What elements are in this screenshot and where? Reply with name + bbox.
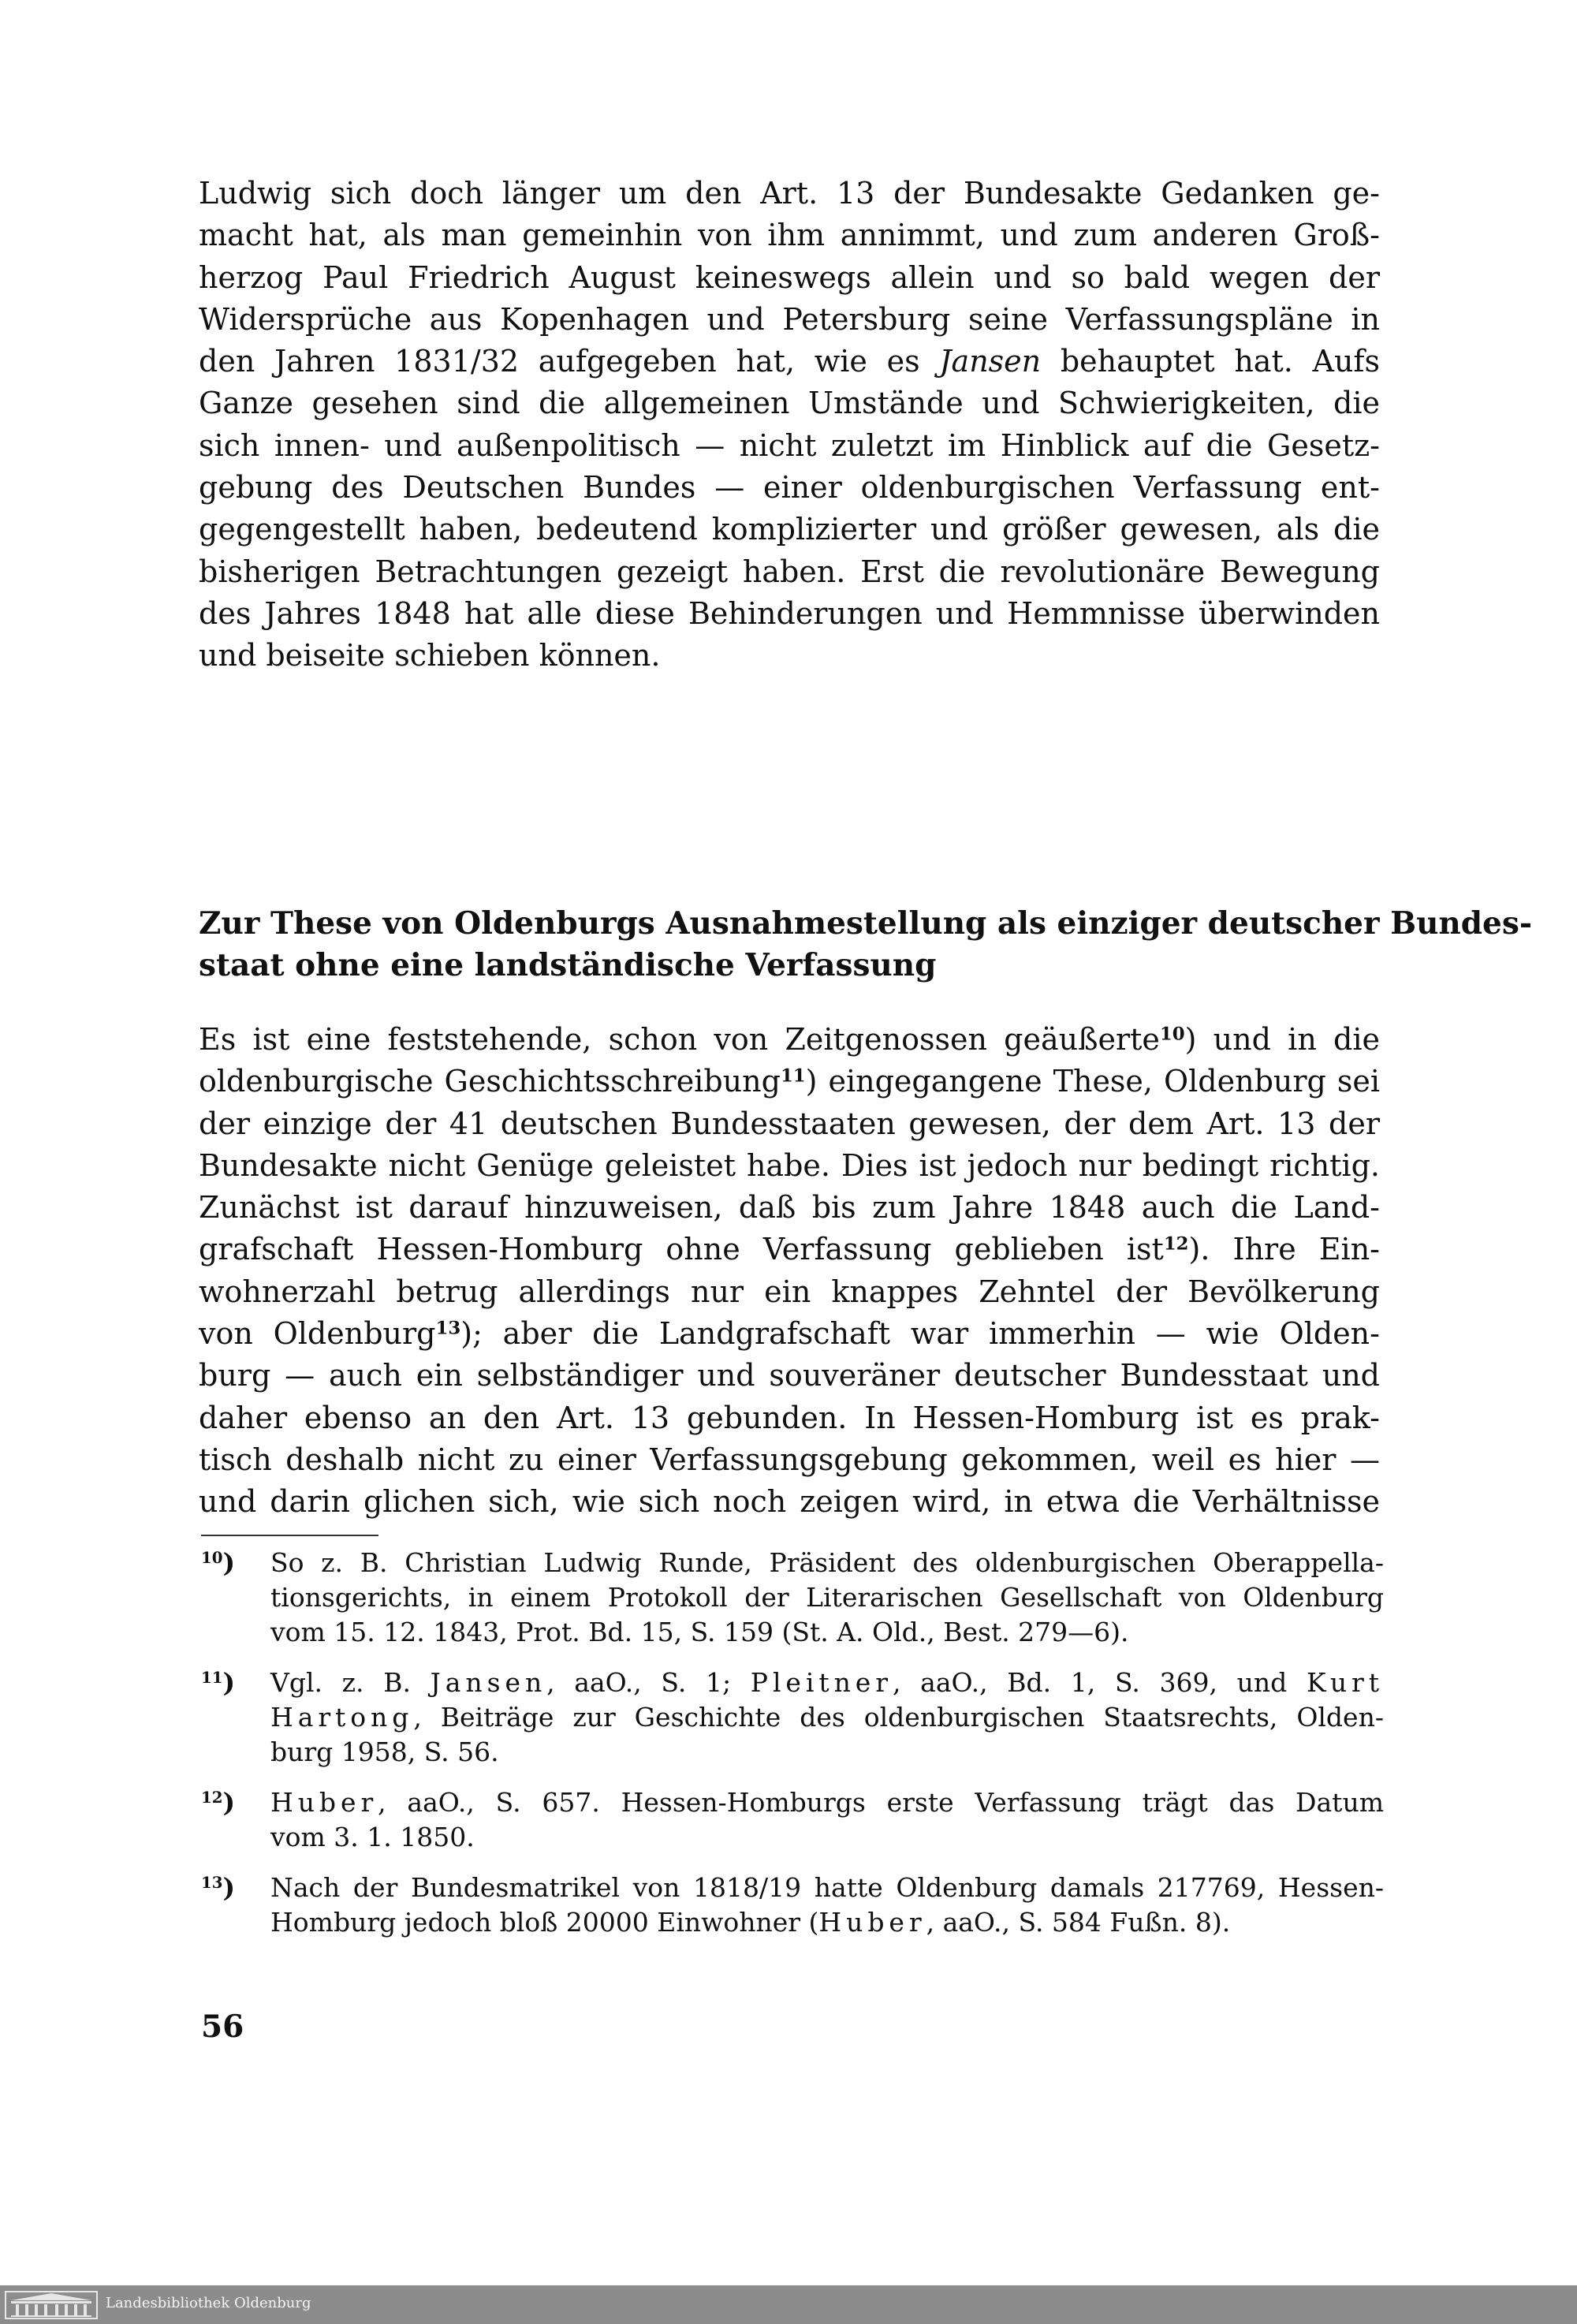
text-segment: behauptet hat. Aufs — [1060, 344, 1380, 379]
text-line: des Jahres 1848 hat alle diese Behinderungen und Hemmnisse überwinden — [199, 595, 1380, 631]
library-name[interactable]: Landesbibliothek Oldenburg — [106, 2295, 311, 2311]
body-paragraph-1 — [199, 173, 1380, 677]
text-line: macht hat, als man gemeinhin von ihm annimmt, und zum anderen Groß- — [199, 218, 1380, 253]
text-segment: ) und in die — [1184, 1022, 1380, 1057]
text-line: und darin glichen sich, wie sich noch zeigen wird, in etwa die Verhältnisse — [199, 1484, 1380, 1520]
italic-author-name: Jansen — [939, 344, 1042, 379]
text-line: Widersprüche aus Kopenhagen und Petersburg seine Verfassungspläne in — [199, 301, 1380, 337]
text-line: sich innen- und außenpolitisch — nicht zuletzt im Hinblick auf die Gesetz- — [199, 427, 1380, 463]
footnote-ref-11[interactable]: 11 — [780, 1065, 806, 1087]
text-line — [199, 1019, 1380, 1061]
footnote-line: burg 1958, S. 56. — [270, 1736, 499, 1767]
footnote-line: Hartong, Beiträge zur Geschichte des oldenburgischen Staatsrechts, Olden- — [270, 1702, 1384, 1733]
text-line: bisherigen Betrachtungen gezeigt haben. Erst die revolutionäre Bewegung — [199, 554, 1380, 589]
footnote-ref-13[interactable]: 13 — [435, 1318, 461, 1339]
footnote-line: vom 15. 12. 1843, Prot. Bd. 15, S. 159 (St. A. Old., Best. 279—6). — [270, 1617, 1129, 1647]
text-segment: ) eingegangene These, Oldenburg sei — [805, 1064, 1380, 1099]
text-line: burg — auch ein selbständiger und souveräner deutscher Bundesstaat und — [199, 1358, 1380, 1393]
text-line: daher ebenso an den Art. 13 gebunden. In Hessen-Homburg ist es prak- — [199, 1400, 1380, 1435]
author-name: Pleitner — [750, 1667, 893, 1698]
text-segment: von Oldenburg — [199, 1316, 436, 1352]
text-segment: den Jahren 1831/32 aufgegeben hat, wie es — [199, 344, 920, 379]
footnote-marker: $^{13}$) — [201, 1872, 236, 1903]
footnote-line: Huber, aaO., S. 657. Hessen-Homburgs erste Verfassung trägt das Datum — [270, 1787, 1384, 1818]
section-heading — [199, 903, 1533, 987]
footnote-line: Nach der Bundesmatrikel von 1818/19 hatte Oldenburg damals 217769, Hessen- — [270, 1872, 1384, 1903]
footnote-ref-10[interactable]: 10 — [1159, 1024, 1185, 1045]
text-line: und beiseite schieben können. — [199, 638, 661, 673]
footnote-marker: $^{10}$) — [201, 1547, 236, 1578]
footnote-12 — [201, 1785, 1384, 1855]
author-name: Hartong — [270, 1702, 414, 1733]
footnote-marker: $^{12}$) — [201, 1787, 236, 1818]
footnote-line: vom 3. 1. 1850. — [270, 1822, 475, 1852]
text-line: wohnerzahl betrug allerdings nur ein knappes Zehntel der Bevölkerung — [199, 1274, 1380, 1309]
footnote-line: Homburg jedoch bloß 20000 Einwohner (Huber, aaO., S. 584 Fußn. 8). — [270, 1907, 1231, 1938]
footnote-11 — [201, 1666, 1384, 1770]
author-name: Jansen — [430, 1667, 547, 1698]
footnote-line: tionsgerichts, in einem Protokoll der Literarischen Gesellschaft von Oldenburg — [270, 1582, 1384, 1613]
text-line — [199, 1313, 1380, 1355]
text-line: herzog Paul Friedrich August keineswegs allein und so bald wegen der — [199, 259, 1380, 295]
heading-line: Zur These von Oldenburgs Ausnahmestellung als einziger deutscher Bundes- — [199, 905, 1533, 942]
text-line: tisch deshalb nicht zu einer Verfassungsgebung gekommen, weil es hier — — [199, 1442, 1380, 1477]
text-line: Zunächst ist darauf hinzuweisen, daß bis zum Jahre 1848 auch die Land- — [199, 1190, 1380, 1225]
text-line: gegengestellt haben, bedeutend komplizierter und größer gewesen, als die — [199, 512, 1380, 547]
page-number: 56 — [201, 2009, 244, 2045]
author-name: Kurt — [1306, 1667, 1384, 1698]
footnotes — [201, 1546, 1384, 1956]
footnote-ref-12[interactable]: 12 — [1163, 1233, 1189, 1255]
text-segment: oldenburgische Geschichtsschreibung — [199, 1064, 781, 1099]
author-name: Huber — [818, 1907, 926, 1938]
body-paragraph-2 — [199, 1019, 1380, 1524]
author-name: Huber — [270, 1787, 378, 1818]
footnote-marker: $^{11}$) — [201, 1667, 236, 1698]
text-line: Ludwig sich doch länger um den Art. 13 der Bundesakte Gedanken ge- — [199, 176, 1380, 211]
text-line: Bundesakte nicht Genüge geleistet habe. Dies ist jedoch nur bedingt richtig. — [199, 1147, 1380, 1183]
footnote-line: So z. B. Christian Ludwig Runde, Präsident des oldenburgischen Oberappella- — [270, 1547, 1384, 1578]
footnote-10 — [201, 1546, 1384, 1650]
text-line — [199, 341, 1380, 382]
footnote-line: Vgl. z. B. Jansen, aaO., S. 1; Pleitner, aaO., Bd. 1, S. 369, und Kurt — [270, 1667, 1384, 1698]
text-segment: ); aber die Landgrafschaft war immerhin — wie Olden- — [460, 1316, 1380, 1352]
text-line — [199, 1229, 1380, 1270]
text-segment: ). Ihre Ein- — [1188, 1232, 1381, 1267]
heading-line: staat ohne eine landständische Verfassung — [199, 947, 937, 983]
text-line: Ganze gesehen sind die allgemeinen Umstände und Schwierigkeiten, die — [199, 386, 1380, 421]
library-footer-bar — [0, 2285, 1577, 2324]
text-line — [199, 1061, 1380, 1102]
library-building-icon — [5, 2291, 98, 2319]
text-segment: grafschaft Hessen-Homburg ohne Verfassung geblieben ist — [199, 1232, 1164, 1267]
text-line: der einzige der 41 deutschen Bundesstaaten gewesen, der dem Art. 13 der — [199, 1106, 1380, 1141]
text-segment: Es ist eine feststehende, schon von Zeitgenossen geäußerte — [199, 1022, 1160, 1057]
footnote-divider — [201, 1535, 378, 1536]
footnote-13 — [201, 1871, 1384, 1940]
text-line: gebung des Deutschen Bundes — einer oldenburgischen Verfassung ent- — [199, 470, 1380, 505]
